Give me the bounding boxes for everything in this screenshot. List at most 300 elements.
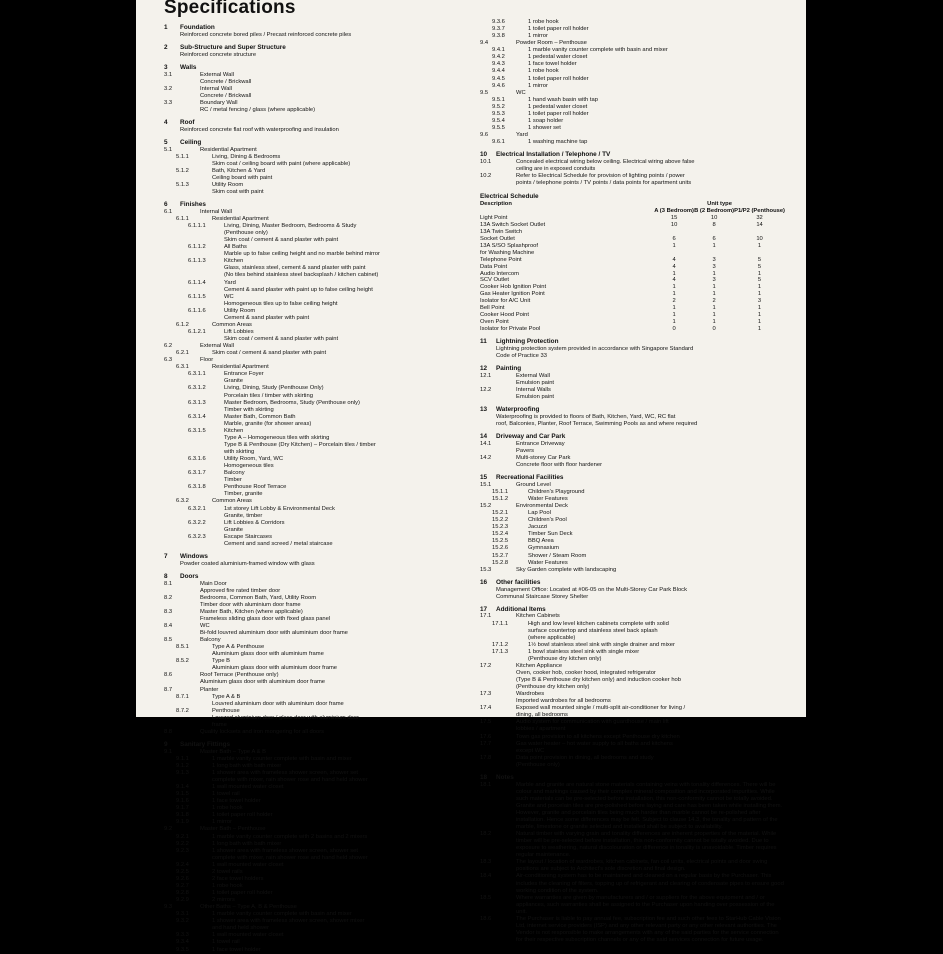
spec-item-number <box>164 602 200 609</box>
spec-item-text: Aluminium glass door with aluminium door frame <box>200 679 326 686</box>
spec-item <box>164 343 464 350</box>
spec-item-number <box>188 301 224 308</box>
spec-item-number: 9.2.1 <box>176 833 189 840</box>
spec-item-text: WC <box>200 622 210 629</box>
spec-item-number: 9.5.4 <box>492 117 505 124</box>
spec-item-text: Lift Lobbies & Corridors <box>224 519 285 526</box>
spec-section <box>164 741 464 954</box>
spec-item-text: Skim coat / cement & sand plaster with paint <box>224 237 339 244</box>
schedule-column-header: B (2 Bedroom) <box>694 207 735 214</box>
spec-item-number: 3.3 <box>164 99 173 106</box>
spec-item-number: 6.1.1.6 <box>188 307 206 314</box>
section-heading <box>164 573 464 581</box>
section-heading <box>480 579 785 587</box>
spec-item <box>164 911 464 918</box>
spec-item-text: Ceiling board with paint <box>212 174 273 181</box>
spec-item <box>164 421 464 428</box>
spec-item-number: 15.2.5 <box>492 538 509 545</box>
schedule-value: 3 <box>712 277 716 284</box>
spec-item <box>480 726 785 733</box>
specifications-page <box>136 0 806 953</box>
spec-item <box>164 763 464 770</box>
schedule-row <box>480 257 785 264</box>
schedule-row <box>480 277 785 284</box>
schedule-row <box>480 215 785 222</box>
spec-item <box>480 741 785 748</box>
spec-item-number <box>480 462 516 469</box>
note-text: The Purchaser is liable to pay annual fee, subscription fee and such other fees to StarHub Cable Vision Ltd, internet service providers (ISP) and any other relevant party or any other relevant authorities. The Vendor is not responsible to make arrangements with any of the said parties for the service connection for their respective subscription channels or any of the said services connection for future usage. <box>516 915 781 944</box>
spec-item-number: 15.1 <box>480 481 492 488</box>
spec-item-number: 6.2.1 <box>176 350 189 357</box>
schedule-column-header: A (3 Bedroom) <box>654 207 694 214</box>
spec-item-text: Sky Garden complete with landscaping <box>516 566 617 573</box>
schedule-value: 10 <box>756 235 763 242</box>
spec-item-text: 1 face towel holder <box>212 946 261 953</box>
spec-item-text: Utility Room <box>224 307 256 314</box>
spec-item <box>164 883 464 890</box>
spec-item <box>164 862 464 869</box>
spec-item-text: 1 washing machine tap <box>528 139 588 146</box>
spec-item <box>164 428 464 435</box>
spec-item-text: RC / metal fencing / glass (where applicable) <box>200 106 316 113</box>
spec-item-number: 9.3.1 <box>176 911 189 918</box>
spec-item-number: 17.1.3 <box>492 648 509 655</box>
spec-item-text: Planter <box>200 686 219 693</box>
spec-item <box>480 712 785 719</box>
section-title: Driveway and Car Park <box>496 433 566 441</box>
spec-item-number: 9.5.2 <box>492 103 505 110</box>
spec-item-number: 9.3.5 <box>176 946 189 953</box>
spec-item-number: 9.2 <box>164 826 173 833</box>
section-number: 1 <box>164 24 168 31</box>
spec-item-number <box>492 628 528 635</box>
section-number: 2 <box>164 43 168 51</box>
spec-item <box>164 729 464 736</box>
spec-item <box>164 161 464 168</box>
schedule-value: 4 <box>672 256 676 263</box>
spec-item-number <box>188 477 224 484</box>
schedule-value: 1 <box>672 242 676 249</box>
section-number: 7 <box>164 552 168 560</box>
spec-item <box>164 798 464 805</box>
spec-item-number <box>188 378 224 385</box>
spec-section <box>164 24 464 39</box>
spec-section <box>164 139 464 196</box>
spec-item-text: Living, Dining, Study (Penthouse Only) <box>224 385 324 392</box>
spec-item <box>164 904 464 911</box>
spec-item-number: 9.1.7 <box>176 805 189 812</box>
spec-item <box>164 616 464 623</box>
spec-item <box>480 663 785 670</box>
spec-item <box>164 244 464 251</box>
spec-item <box>480 139 785 146</box>
spec-item-number: 8.2 <box>164 594 173 601</box>
spec-item-text: All Baths <box>224 244 247 251</box>
spec-item-text: 1 pedestal water closet <box>528 54 588 61</box>
spec-item-text: 1 mirror <box>528 33 548 40</box>
spec-item-number <box>188 287 224 294</box>
note-text: Air-conditioning system has to be maintained and cleaned on a regular basis by the Purchaser. This includes the cleaning of filters, topping up of refrigerant and clearing of condensate pipes to ensure good working condition of the system. <box>516 873 784 894</box>
spec-item <box>480 642 785 649</box>
page-title: Specifications <box>164 0 296 18</box>
spec-item-text: complete with mixer, rain shower rose and hand held shower <box>212 854 368 861</box>
spec-section <box>480 338 785 360</box>
spec-item <box>164 442 464 449</box>
spec-item-text: Timber <box>224 477 242 484</box>
note-number: 18.2 <box>480 831 492 838</box>
spec-item-number <box>188 463 224 470</box>
spec-section <box>164 119 464 134</box>
spec-item-text: 1 shower set <box>528 124 561 131</box>
spec-item <box>164 230 464 237</box>
spec-item <box>480 705 785 712</box>
spec-item-number <box>164 588 200 595</box>
spec-item <box>480 373 785 380</box>
spec-item-number: 6.3.2.2 <box>188 519 206 526</box>
spec-item <box>480 180 785 187</box>
spec-item <box>164 834 464 841</box>
spec-item-text: 1 wall mounted water closet <box>212 861 284 868</box>
spec-item <box>164 784 464 791</box>
spec-item-number: 9.4 <box>480 40 489 47</box>
section-number: 17 <box>480 605 488 613</box>
spec-item <box>480 496 785 503</box>
spec-item-text: except WC <box>516 747 545 754</box>
spec-item-text: Internal Wall <box>200 85 233 92</box>
spec-item <box>480 719 785 726</box>
spec-item-number: 15.2 <box>480 503 492 510</box>
spec-item-number <box>164 93 200 100</box>
section-title: Other facilities <box>496 578 541 586</box>
spec-item-number: 15.2.2 <box>492 517 509 524</box>
spec-item-text: External Wall <box>516 372 550 379</box>
spec-item <box>164 812 464 819</box>
spec-item-text: Pavers <box>516 447 535 454</box>
spec-item <box>164 93 464 100</box>
spec-item-text: Internal Walls <box>516 386 551 393</box>
schedule-row <box>480 284 785 291</box>
spec-item-text: 1 mirror <box>528 82 548 89</box>
spec-item <box>164 435 464 442</box>
spec-item <box>480 656 785 663</box>
section-heading <box>164 741 464 749</box>
spec-item-text: Water Features <box>528 559 568 566</box>
spec-item-text: and hand held shower <box>212 925 270 932</box>
spec-item-number: 6.2 <box>164 343 173 350</box>
spec-item-text: Wardrobes <box>516 691 545 698</box>
spec-item-text: 1 pedestal water closet <box>528 103 588 110</box>
spec-item <box>164 498 464 505</box>
spec-item-text: Glass, stainless steel, cement & sand plaster with paint <box>224 265 366 272</box>
section-number: 6 <box>164 201 168 209</box>
section-body: Reinforced concrete structure <box>180 51 257 58</box>
spec-item-text: Living, Dining, Master Bedroom, Bedrooms & Study <box>224 223 357 229</box>
spec-item-number: 5.1.1 <box>176 153 189 160</box>
spec-item-number: 15.2.3 <box>492 524 509 531</box>
schedule-value: 3 <box>712 263 716 270</box>
schedule-value <box>694 229 734 236</box>
spec-item <box>164 322 464 329</box>
spec-item-number: 9.1.1 <box>176 755 189 762</box>
spec-item-number: 12.2 <box>480 386 492 393</box>
section-body: roof, Balconies, Planter, Roof Terrace, Swimming Pools as and where required <box>496 420 698 427</box>
spec-item-text: Powder Room – Penthouse <box>516 40 587 47</box>
spec-item-text: ceiling are in exposed conduits <box>516 166 596 172</box>
spec-item <box>164 602 464 609</box>
spec-item <box>164 527 464 534</box>
spec-item <box>480 670 785 677</box>
spec-item-text: Cement & sand plaster with paint <box>224 314 310 321</box>
section-heading <box>164 139 464 147</box>
section-body: Lightning protection system provided in accordance with Singapore Standard <box>496 345 694 352</box>
spec-item-text: Frameless sliding glass door with fixed glass panel <box>200 615 331 622</box>
spec-item-text: Exposed wall mounted single / multi-split air-conditioner for living / <box>516 705 686 712</box>
schedule-value: 2 <box>672 298 676 305</box>
spec-item <box>164 665 464 672</box>
spec-item-number: 8.7 <box>164 686 173 693</box>
spec-item-number: 9.2.6 <box>176 875 189 882</box>
spec-item-number <box>188 421 224 428</box>
spec-item-number: 10.1 <box>480 158 492 165</box>
spec-item-number <box>188 265 224 272</box>
spec-item-text: 1 marble vanity counter complete with basin and mixer <box>212 755 352 762</box>
spec-section <box>480 365 785 401</box>
spec-item-text: Multi-storey Car Park <box>516 454 571 461</box>
spec-item-number: 6.3.1.6 <box>188 456 206 463</box>
spec-item <box>480 380 785 387</box>
spec-item-text: Aluminium glass door with aluminium door frame <box>212 665 338 672</box>
spec-item-number: 10.2 <box>480 173 492 180</box>
spec-item <box>164 791 464 798</box>
schedule-value: 1 <box>757 270 762 277</box>
spec-item-text: Skim coat with paint <box>212 189 264 195</box>
spec-item-number <box>188 407 224 414</box>
spec-item <box>164 329 464 336</box>
spec-item <box>164 251 464 258</box>
spec-item <box>164 687 464 694</box>
spec-item-text: (Penthouse only) <box>516 761 560 768</box>
spec-item <box>480 489 785 496</box>
spec-item-number: 15.2.6 <box>492 545 509 552</box>
spec-item-number: 9.1 <box>164 748 173 755</box>
schedule-row <box>480 298 785 305</box>
spec-item-number: 6.3.1.2 <box>188 385 206 392</box>
spec-item-text: Louvred aluminium door with aluminium door frame <box>212 700 344 707</box>
spec-item <box>480 635 785 642</box>
spec-item <box>480 97 785 104</box>
schedule-value: 1 <box>672 291 676 298</box>
note-number: 18.6 <box>480 915 492 922</box>
spec-item-text: 1 toilet paper roll holder <box>212 890 273 896</box>
spec-item-number: 8.5 <box>164 637 173 644</box>
schedule-value: 1 <box>757 319 762 326</box>
spec-item-number: 9.1.5 <box>176 791 189 798</box>
section-number: 10 <box>480 151 488 159</box>
spec-item-text: Living, Dining & Bedrooms <box>212 153 281 160</box>
spec-item-number: 9.1.3 <box>176 769 189 776</box>
spec-item-number <box>188 513 224 520</box>
spec-item <box>164 280 464 287</box>
spec-item-number: 17.4 <box>480 705 492 712</box>
section-number: 13 <box>480 406 488 414</box>
spec-item-number <box>492 656 528 663</box>
spec-item-text: 2 towel rails <box>212 868 243 875</box>
spec-item-text: Concealed electrical wiring below ceiling. Electrical wiring above false <box>516 158 695 165</box>
spec-item <box>164 520 464 527</box>
spec-item <box>480 698 785 705</box>
spec-item-text: Utility Room, Yard, WC <box>224 456 284 463</box>
spec-item-number <box>176 189 212 196</box>
spec-item-text: Yard <box>224 279 236 286</box>
spec-section <box>480 433 785 469</box>
spec-item-number: 8.7.2 <box>176 707 189 714</box>
spec-item <box>480 68 785 75</box>
section-number: 11 <box>480 338 487 346</box>
spec-item-text: (where applicable) <box>528 634 576 641</box>
schedule-value: 1 <box>712 242 716 249</box>
section-number: 3 <box>164 63 168 71</box>
schedule-blank-cell <box>480 208 654 215</box>
schedule-value: 1 <box>672 319 676 326</box>
spec-section <box>480 579 785 601</box>
spec-item-number: 5.1.2 <box>176 167 189 174</box>
spec-item-text: (No tiles behind stainless steel backsplash / kitchen cabinet) <box>224 272 379 279</box>
schedule-description: 13A S/SO Splashproof <box>480 242 539 249</box>
spec-item-number <box>188 315 224 322</box>
spec-item <box>480 613 785 620</box>
spec-item-text: Residential Apartment <box>212 364 269 371</box>
spec-item <box>164 237 464 244</box>
spec-item-number: 17.2 <box>480 662 492 669</box>
schedule-value: 15 <box>670 214 678 221</box>
schedule-value: 5 <box>757 277 762 284</box>
section-number: 14 <box>480 433 488 441</box>
spec-section <box>480 151 785 187</box>
spec-item <box>480 649 785 656</box>
spec-item <box>164 175 464 182</box>
spec-item-number <box>164 630 200 637</box>
spec-item-text: 1st storey Lift Lobby & Environmental Deck <box>224 505 335 512</box>
section-body: Reinforced concrete flat roof with waterproofing and insulation <box>180 126 339 133</box>
schedule-value: 1 <box>757 242 762 249</box>
spec-item <box>480 394 785 401</box>
schedule-title: Electrical Schedule <box>480 193 539 201</box>
spec-item <box>164 72 464 79</box>
spec-item-number: 9.1.8 <box>176 812 189 819</box>
spec-item <box>164 449 464 456</box>
schedule-row <box>480 236 785 243</box>
spec-item-number: 9.5.3 <box>492 110 505 117</box>
spec-item-text: 1 face towel holder <box>528 61 577 68</box>
spec-item <box>164 182 464 189</box>
spec-item-number <box>480 726 516 733</box>
spec-item-number <box>480 394 516 401</box>
schedule-value: 2 <box>712 298 716 305</box>
spec-item <box>164 265 464 272</box>
spec-item <box>164 378 464 385</box>
schedule-description: Oven Point <box>480 319 509 326</box>
section-title: Sub-Structure and Super Structure <box>180 43 286 51</box>
spec-item-text: Imported wardrobes for all bedrooms <box>516 698 611 705</box>
schedule-value: 1 <box>712 312 716 319</box>
spec-item-number: 6.3.2.3 <box>188 533 206 540</box>
spec-item-text: Homogeneous tiles up to false ceiling height <box>224 300 338 307</box>
spec-item-number: 15.2.8 <box>492 559 509 566</box>
spec-item-number: 6.3.1.3 <box>188 399 206 406</box>
spec-item-number: 17.1 <box>480 613 492 620</box>
spec-item-text: External Wall <box>200 343 234 350</box>
spec-item-text: WC <box>516 89 526 96</box>
spec-item-number <box>176 855 212 862</box>
section-heading <box>480 338 785 346</box>
spec-item-text: Lift Lobbies <box>224 328 254 335</box>
spec-item-number: 6.3.1.8 <box>188 484 206 491</box>
spec-item-number: 9.3.6 <box>492 19 505 25</box>
spec-item-number <box>176 715 212 722</box>
spec-item <box>164 679 464 686</box>
schedule-value: 5 <box>757 256 762 263</box>
schedule-description: Audio Intercom <box>480 270 519 277</box>
spec-item <box>164 932 464 939</box>
spec-item-number: 8.7.1 <box>176 693 189 700</box>
spec-item-text: 1 robe hook <box>212 805 243 812</box>
spec-item-text: Timber, granite <box>224 491 263 498</box>
spec-item <box>164 819 464 826</box>
schedule-description: Cooker Hob Ignition Point <box>480 284 547 291</box>
spec-item-number: 6.1.2.1 <box>188 328 206 335</box>
spec-item-text: Children's Playground <box>528 488 585 495</box>
spec-item-number: 9.2.2 <box>176 840 189 847</box>
spec-item-text: Cement and sand screed / metal staircase <box>224 540 333 547</box>
spec-item-text: Skim coat / cement & sand plaster with paint <box>212 350 327 357</box>
schedule-value: 1 <box>672 270 676 277</box>
spec-item <box>164 154 464 161</box>
schedule-value: 1 <box>672 312 676 319</box>
spec-item-text: BBQ Area <box>528 538 554 545</box>
section-heading <box>480 606 785 614</box>
spec-item-number: 9.4.3 <box>492 61 505 68</box>
spec-item <box>164 708 464 715</box>
spec-item-text: 1 long bath with bath mixer <box>212 840 282 847</box>
schedule-column-row <box>480 208 785 215</box>
spec-item <box>480 173 785 180</box>
schedule-value: 1 <box>757 305 762 312</box>
spec-item-text: Marble, granite (for shower areas) <box>224 420 312 427</box>
spec-item <box>480 448 785 455</box>
spec-item <box>164 581 464 588</box>
spec-item-number: 6.3.2.1 <box>188 505 206 512</box>
spec-item-number: 17.5 <box>480 719 492 726</box>
spec-item <box>164 541 464 548</box>
spec-item-text: Kitchen Cabinets <box>516 613 560 620</box>
spec-item <box>164 855 464 862</box>
spec-item-number: 9.3.8 <box>492 33 505 40</box>
spec-item-text: 1 shower area with frameless shower screen, shower set <box>212 769 358 776</box>
note-number: 18.3 <box>480 859 492 866</box>
spec-item <box>164 756 464 763</box>
schedule-value: 1 <box>757 326 762 333</box>
section-title: Doors <box>180 572 199 580</box>
spec-item <box>480 26 785 33</box>
spec-item-number: 9.4.4 <box>492 68 505 75</box>
spec-item-text: Approved fire rated timber door <box>200 587 281 594</box>
spec-item-text: Town gas provision to all kitchens except Penthouse dry kitchen <box>516 733 680 740</box>
spec-item <box>164 385 464 392</box>
spec-item-number <box>164 616 200 623</box>
note-item <box>480 831 785 859</box>
spec-item <box>164 651 464 658</box>
spec-item-number <box>164 679 200 686</box>
